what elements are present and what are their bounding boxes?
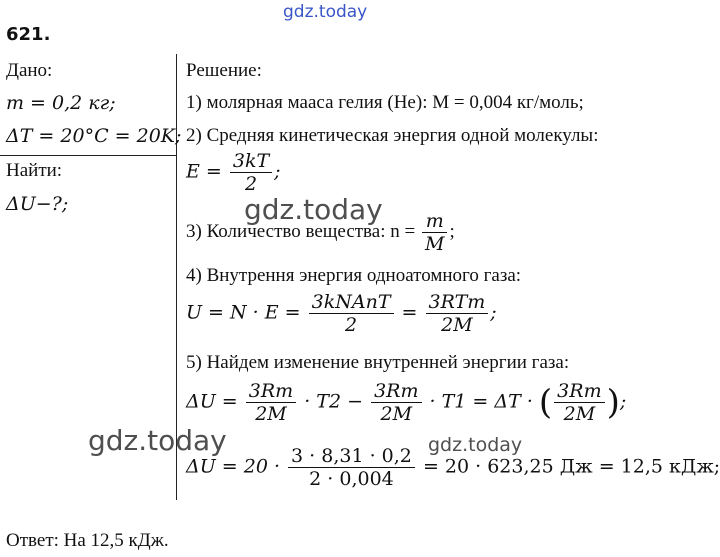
calc-rhs: = 20 · 623,25 Дж = 12,5 кДж; bbox=[422, 455, 720, 478]
step-3-tail: ; bbox=[449, 220, 455, 242]
du-lhs: ΔU = bbox=[186, 390, 238, 413]
problem-number: 621. bbox=[6, 24, 51, 45]
energy-numerator: 3kT bbox=[230, 150, 272, 173]
energy-lhs: E = bbox=[186, 160, 222, 183]
site-header[interactable]: gdz.today bbox=[283, 2, 368, 22]
step-3-numerator: m bbox=[422, 210, 447, 233]
du-fraction-2 bbox=[371, 380, 421, 425]
du-formula bbox=[186, 380, 626, 425]
du-middle-2: · T1 = ΔT · bbox=[429, 390, 533, 413]
energy-fraction bbox=[230, 150, 272, 195]
u-lhs: U = N · E = bbox=[186, 301, 301, 324]
calc-fraction bbox=[288, 445, 415, 490]
step-2: 2) Средняя кинетическая энергия одной молекулы: bbox=[186, 125, 599, 146]
find-value: ΔU−?; bbox=[6, 193, 69, 215]
calc-denominator: 2 · 0,004 bbox=[309, 468, 394, 490]
watermark: gdz.today bbox=[244, 193, 383, 226]
u-formula bbox=[186, 291, 497, 336]
du-middle-1: · T2 − bbox=[304, 390, 364, 413]
find-title: Найти: bbox=[6, 160, 63, 181]
du-numerator-1: 3Rm bbox=[246, 380, 296, 403]
du-right-paren: ) bbox=[606, 382, 620, 423]
energy-tail: ; bbox=[274, 160, 281, 183]
u-numerator-1: 3kNAnT bbox=[309, 291, 394, 314]
energy-denominator: 2 bbox=[244, 173, 258, 195]
step-4: 4) Внутрення энергия одноатомного газа: bbox=[186, 265, 522, 286]
du-left-paren: ( bbox=[538, 382, 553, 423]
given-mass: m = 0,2 кг; bbox=[6, 92, 116, 114]
du-fraction-3 bbox=[554, 380, 604, 425]
answer: Ответ: На 12,5 кДж. bbox=[6, 530, 169, 551]
u-fraction-2 bbox=[426, 291, 489, 336]
u-denominator-1: 2 bbox=[345, 314, 358, 336]
u-fraction-1 bbox=[309, 291, 394, 336]
u-numerator-2: 3RTm bbox=[426, 291, 489, 314]
watermark: gdz.today bbox=[428, 434, 523, 456]
du-numerator-3: 3Rm bbox=[554, 380, 604, 403]
du-denominator-3: 2M bbox=[563, 403, 596, 425]
energy-formula bbox=[186, 150, 281, 195]
calc-numerator: 3 · 8,31 · 0,2 bbox=[288, 445, 415, 468]
du-fraction-1 bbox=[246, 380, 296, 425]
u-tail: ; bbox=[490, 301, 497, 324]
calc-lhs: ΔU = 20 · bbox=[186, 455, 280, 478]
divider-horizontal bbox=[0, 155, 177, 156]
du-denominator-2: 2M bbox=[380, 403, 413, 425]
step-3-denominator: M bbox=[424, 233, 445, 255]
given-delta-t: ΔT = 20°C = 20K; bbox=[6, 125, 182, 147]
step-5: 5) Найдем изменение внутренней энергии газа: bbox=[186, 352, 570, 373]
step-3-fraction bbox=[422, 210, 447, 255]
u-denominator-2: 2M bbox=[441, 314, 473, 336]
du-tail: ; bbox=[619, 390, 627, 413]
u-equals: = bbox=[401, 301, 418, 324]
step-1: 1) молярная мааса гелия (He): M = 0,004 кг/моль; bbox=[186, 92, 584, 113]
step-3-text: 3) Количество вещества: n = bbox=[186, 220, 416, 242]
du-numerator-2: 3Rm bbox=[371, 380, 421, 403]
watermark: gdz.today bbox=[88, 424, 227, 457]
du-denominator-1: 2M bbox=[255, 403, 287, 425]
solution-title: Решение: bbox=[186, 60, 262, 81]
given-title: Дано: bbox=[6, 60, 53, 81]
